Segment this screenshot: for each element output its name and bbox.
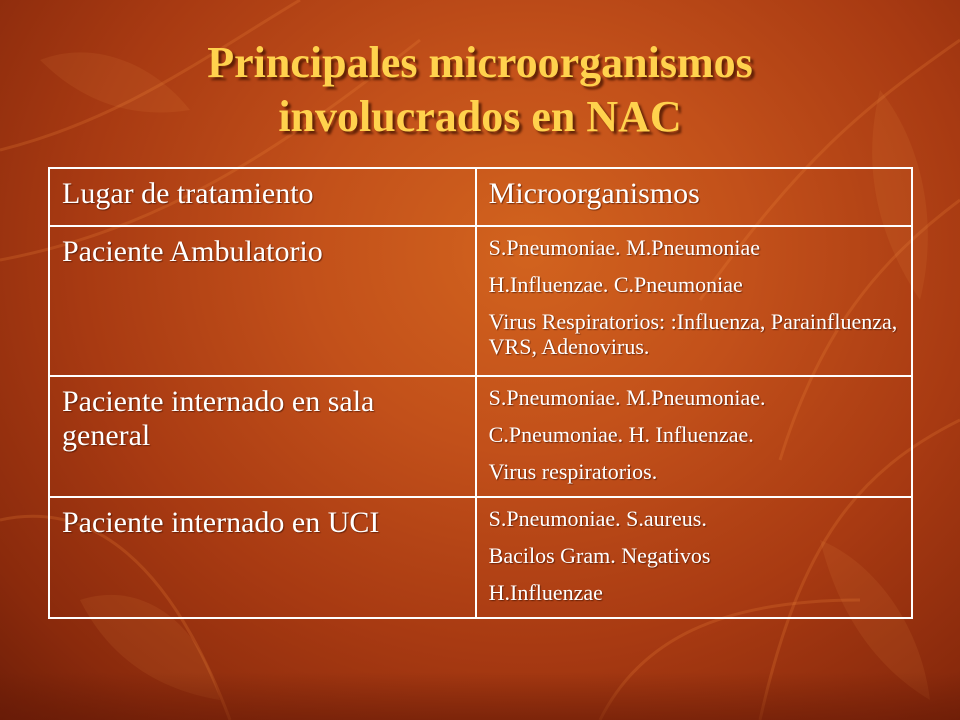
organisms-list	[477, 498, 911, 617]
bottom-shade	[0, 672, 960, 720]
header-cell-place	[49, 168, 476, 226]
table-row	[49, 226, 912, 376]
microorganisms-table	[48, 167, 913, 619]
organism-item: S.Pneumoniae. M.Pneumoniae	[488, 235, 760, 260]
organism-item: Virus Respiratorios: :Influenza, Parainfluenza, VRS, Adenovirus.	[488, 309, 898, 359]
header-place-label: Lugar de tratamiento	[62, 177, 314, 210]
table-row	[49, 376, 912, 497]
place-label: Paciente internado en UCI	[62, 506, 380, 539]
organisms-cell	[476, 497, 912, 618]
header-cell-organisms	[476, 168, 912, 226]
place-cell	[49, 226, 476, 376]
organism-item: H.Influenzae	[488, 580, 603, 605]
organism-item: S.Pneumoniae. M.Pneumoniae.	[488, 385, 766, 410]
table-header-row	[49, 168, 912, 226]
organism-item: H.Influenzae. C.Pneumoniae	[488, 272, 743, 297]
organisms-cell	[476, 376, 912, 497]
organisms-list	[477, 227, 911, 371]
organism-item: C.Pneumoniae. H. Influenzae.	[488, 422, 754, 447]
slide-title	[0, 36, 960, 144]
organism-item: Virus respiratorios.	[488, 459, 658, 484]
slide-title-line-2: involucrados en NAC	[278, 92, 682, 141]
place-label: Paciente internado en sala general	[62, 385, 375, 452]
place-label: Paciente Ambulatorio	[62, 235, 323, 268]
place-cell	[49, 497, 476, 618]
header-organisms-label: Microorganismos	[488, 177, 700, 210]
place-cell	[49, 376, 476, 497]
organism-item: Bacilos Gram. Negativos	[488, 543, 711, 568]
organisms-list	[477, 377, 911, 496]
slide-title-line-1: Principales microorganismos	[207, 38, 753, 87]
organisms-cell	[476, 226, 912, 376]
table-row	[49, 497, 912, 618]
organism-item: S.Pneumoniae. S.aureus.	[488, 506, 707, 531]
